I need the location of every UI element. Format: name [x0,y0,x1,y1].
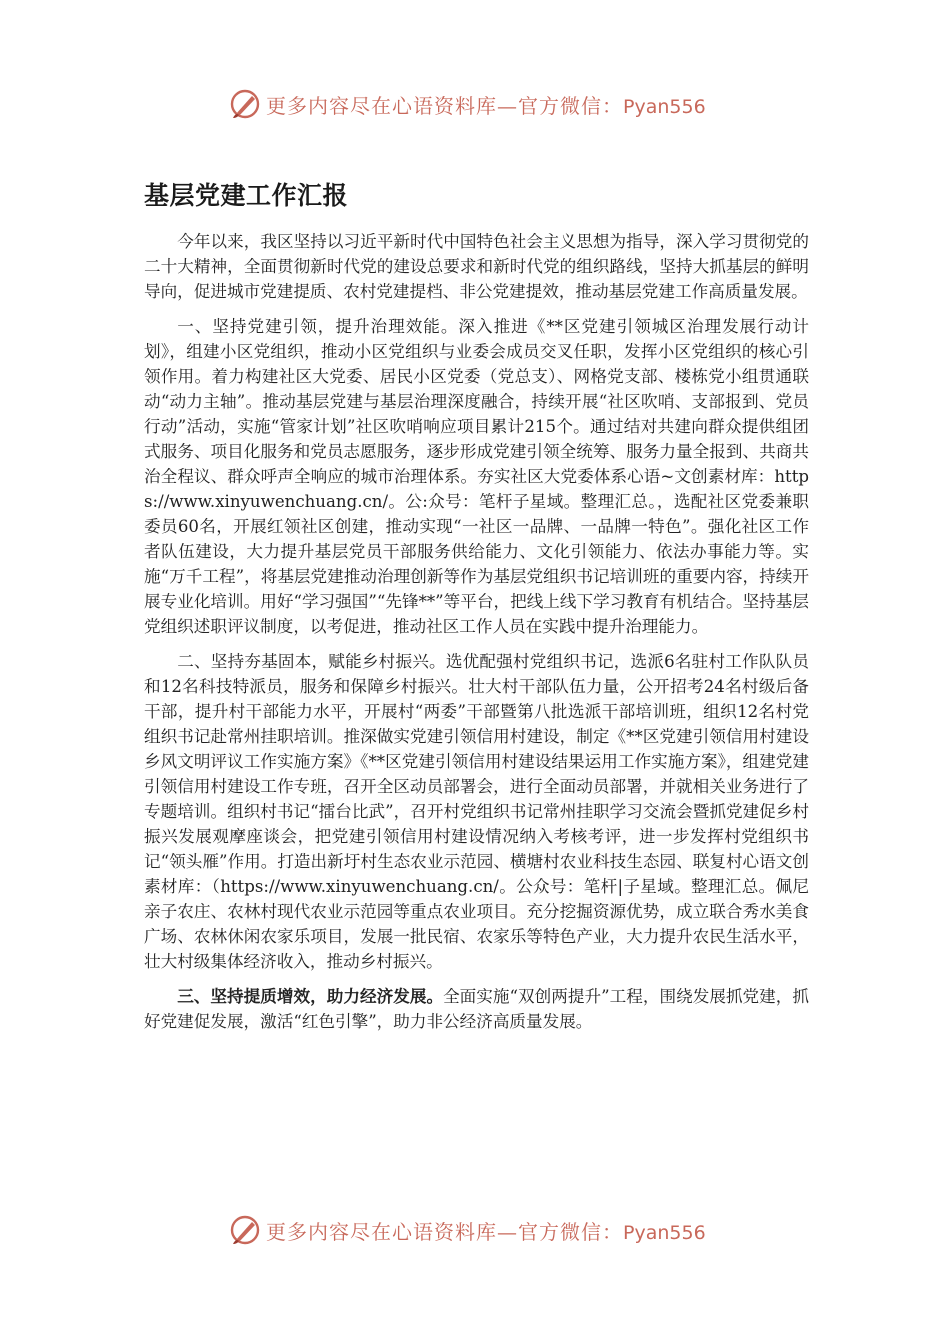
footer-banner [228,1210,728,1250]
paragraph-section-3: 三、坚持提质增效，助力经济发展。全面实施“双创两提升”工程，围绕发展抓党建，抓好党建促发展，激活“红色引擎”，助力非公经济高质量发展。 [144,986,810,1031]
header-banner [228,84,728,124]
paragraph-intro: 今年以来，我区坚持以习近平新时代中国特色社会主义思想为指导，深入学习贯彻党的二十大精神，全面贯彻新时代党的建设总要求和新时代党的组织路线，坚持大抓基层的鲜明导向，促进城市党建提质、农村党建提档、非公党建提效，推动基层党建工作高质量发展。 [144,232,809,301]
paragraph-section-2: 二、坚持夯基固本，赋能乡村振兴。选优配强村党组织书记，选派6名驻村工作队队员和12名科技特派员，服务和保障乡村振兴。壮大村干部队伍力量，公开招考24名村级后备干部，提升村干部能力水平，开展村“两委”干部暨第八批选派干部培训班，组织12名村党组织书记赴常州挂职培训。推深做实党建引领信用村建设，制定《**区党建引领信用村建设乡风文明评议工作实施方案》《**区党建引领信用村建设结果运用工作实施方案》，组建党建引领信用村建设工作专班，召开全区动员部署会，进行全面动员部署，并就相关业务进行了专题培训。组织村书记“擂台比武”，召开村党组织书记常州挂职学习交流会暨抓党建促乡村振兴发展观摩座谈会，把党建引领信用村建设情况纳入考核考评，进一步发挥村党组织书记“领头雁”作用。打造出新圩村生态农业示范园、横塘村农业科技生态园、联复村心语文创素材库：（https://www.xinyuwenchuang.cn/。公众号：笔杆|子星域。整理汇总。佩尼亲子农庄、农林村现代农业示范园等重点农业项目。充分挖掘资源优势，成立联合秀水美食广场、农林休闲农家乐项目，发展一批民宿、农家乐等特色产业，大力提升农民生活水平，壮大村级集体经济收入，推动乡村振兴。 [144,652,809,971]
header-banner-account: Pyan556 [623,95,706,118]
document-body [144,229,809,1044]
footer-banner-account: Pyan556 [623,1221,706,1244]
document-title: 基层党建工作汇报 [144,181,349,210]
brush-logo-icon [228,87,262,121]
footer-banner-text: 更多内容尽在心语资料库—官方微信：Pyan556 [266,1219,706,1244]
brush-logo-icon [228,1213,262,1247]
section-3-heading: 三、坚持提质增效，助力经济发展。 [177,986,444,1006]
paragraph-section-1: 一、坚持党建引领，提升治理效能。深入推进《**区党建引领城区治理发展行动计划》，组建小区党组织，推动小区党组织与业委会成员交叉任职，发挥小区党组织的核心引领作用。着力构建社区大党委、居民小区党委（党总支）、网格党支部、楼栋党小组贯通联动“动力主轴”。推动基层党建与基层治理深度融合，持续开展“社区吹哨、支部报到、党员行动”活动，实施“管家计划”社区吹哨响应项目累计215个。通过结对共建向群众提供组团式服务、项目化服务和党员志愿服务，逐步形成党建引领全统筹、服务力量全报到、共商共治全程议、群众呼声全响应的城市治理体系。夯实社区大党委体系心语~文创素材库：https://www.xinyuwenchuang.cn/。公:众号：笔杆子星域。整理汇总。，选配社区党委兼职委员60名，开展红领社区创建，推动实现“一社区一品牌、一品牌一特色”。强化社区工作者队伍建设，大力提升基层党员干部服务供给能力、文化引领能力、依法办事能力等。实施“万千工程”，将基层党建推动治理创新等作为基层党组织书记培训班的重要内容，持续开展专业化培训。用好“学习强国”“先锋**”等平台，把线上线下学习教育有机结合。坚持基层党组织述职评议制度，以考促进，推动社区工作人员在实践中提升治理能力。 [144,317,809,636]
header-banner-text: 更多内容尽在心语资料库—官方微信：Pyan556 [266,93,706,118]
